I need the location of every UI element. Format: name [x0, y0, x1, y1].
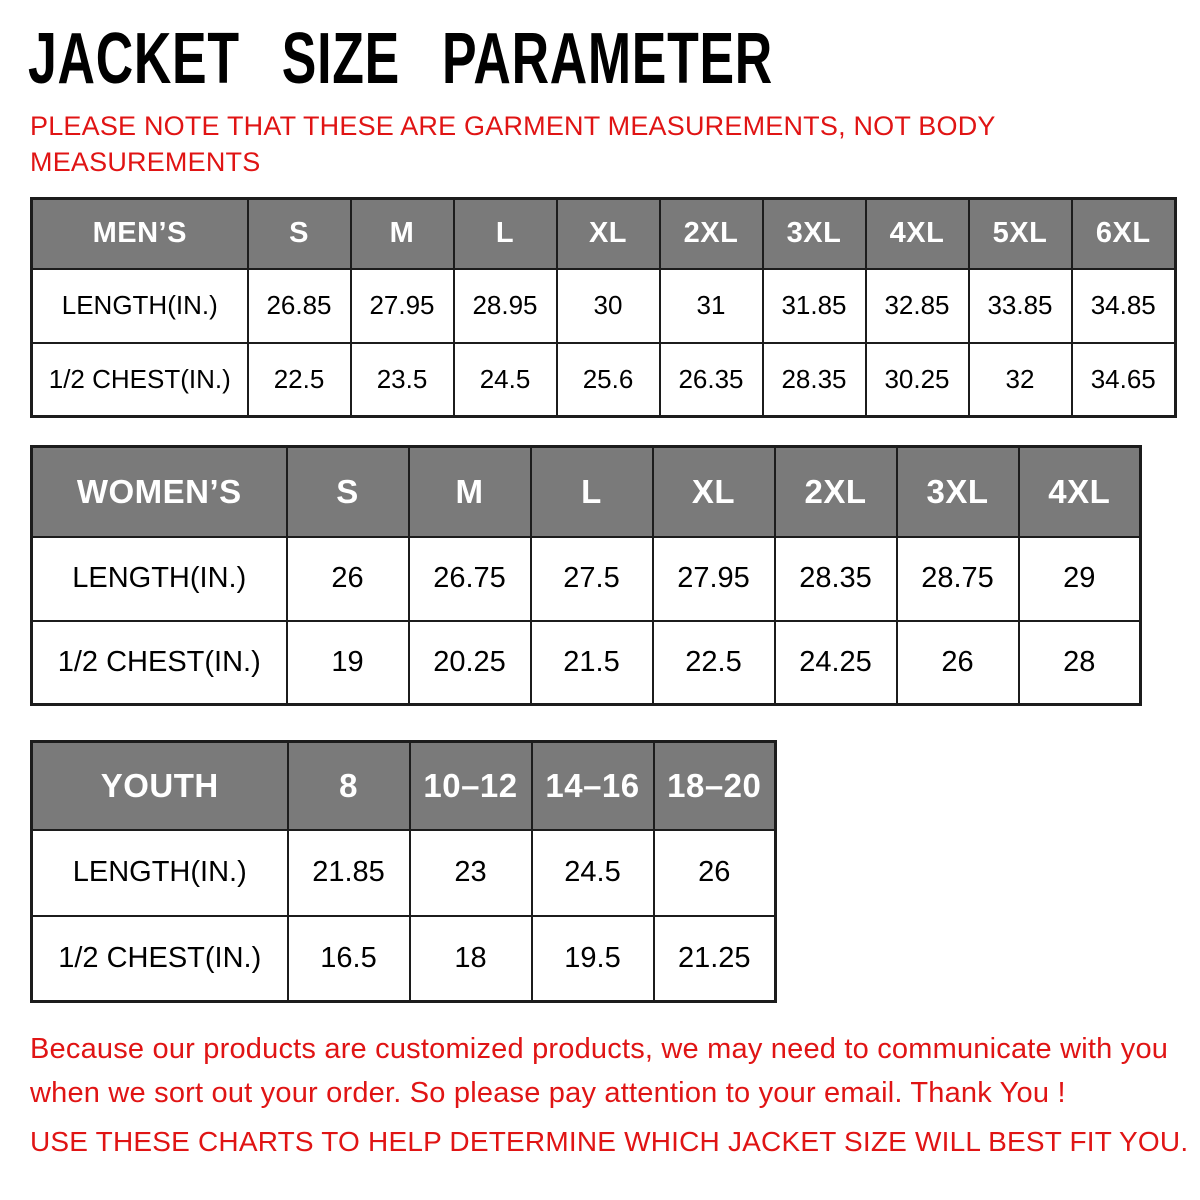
measurement-cell: 22.5	[248, 343, 351, 417]
measurement-cell: 26.75	[409, 537, 531, 621]
mens-table-title-cell: MEN’S	[32, 199, 248, 269]
measurement-cell: 26	[287, 537, 409, 621]
measurement-cell: 24.5	[454, 343, 557, 417]
row-label-cell: 1/2 CHEST(IN.)	[32, 343, 248, 417]
table-row	[32, 537, 1141, 621]
womens-table-title-cell: WOMEN’S	[32, 447, 287, 537]
measurement-cell: 21.85	[288, 830, 410, 916]
measurement-cell: 27.95	[351, 269, 454, 343]
measurement-cell: 19.5	[532, 916, 654, 1002]
size-header-cell: L	[454, 199, 557, 269]
measurement-cell: 30.25	[866, 343, 969, 417]
size-header-cell: 2XL	[775, 447, 897, 537]
measurement-cell: 28.35	[763, 343, 866, 417]
size-header-cell: 2XL	[660, 199, 763, 269]
size-header-cell: XL	[653, 447, 775, 537]
table-row	[32, 343, 1176, 417]
table-row	[32, 269, 1176, 343]
page-title: JACKET SIZE PARAMETER	[28, 19, 773, 99]
measurement-cell: 28.95	[454, 269, 557, 343]
measurement-cell: 24.5	[532, 830, 654, 916]
customization-notice	[30, 1028, 1168, 1115]
mens-size-table	[30, 197, 1177, 418]
garment-measurement-note	[30, 108, 996, 181]
measurement-cell: 33.85	[969, 269, 1072, 343]
measurement-cell: 27.5	[531, 537, 653, 621]
size-header-cell: S	[248, 199, 351, 269]
size-header-cell: 18–20	[654, 742, 776, 830]
row-label-cell: LENGTH(IN.)	[32, 830, 288, 916]
size-header-cell: 4XL	[866, 199, 969, 269]
measurement-cell: 32	[969, 343, 1072, 417]
measurement-cell: 34.65	[1072, 343, 1176, 417]
measurement-cell: 26.85	[248, 269, 351, 343]
size-header-cell: 14–16	[532, 742, 654, 830]
measurement-cell: 21.25	[654, 916, 776, 1002]
size-header-cell: M	[351, 199, 454, 269]
measurement-cell: 26	[897, 621, 1019, 705]
size-header-cell: XL	[557, 199, 660, 269]
measurement-cell: 28	[1019, 621, 1141, 705]
note-line-1: PLEASE NOTE THAT THESE ARE GARMENT MEASUREMENTS, NOT BODY	[30, 111, 996, 141]
fit-advice-text: USE THESE CHARTS TO HELP DETERMINE WHICH JACKET SIZE WILL BEST FIT YOU.	[30, 1126, 1189, 1157]
table-row	[32, 916, 776, 1002]
measurement-cell: 28.75	[897, 537, 1019, 621]
youth-size-table	[30, 740, 777, 1003]
measurement-cell: 31.85	[763, 269, 866, 343]
measurement-cell: 26.35	[660, 343, 763, 417]
measurement-cell: 26	[654, 830, 776, 916]
measurement-cell: 25.6	[557, 343, 660, 417]
measurement-cell: 31	[660, 269, 763, 343]
size-header-cell: 8	[288, 742, 410, 830]
measurement-cell: 24.25	[775, 621, 897, 705]
measurement-cell: 28.35	[775, 537, 897, 621]
size-header-cell: 3XL	[897, 447, 1019, 537]
measurement-cell: 18	[410, 916, 532, 1002]
measurement-cell: 27.95	[653, 537, 775, 621]
size-header-cell: M	[409, 447, 531, 537]
measurement-cell: 16.5	[288, 916, 410, 1002]
size-header-cell: 3XL	[763, 199, 866, 269]
size-header-cell: 5XL	[969, 199, 1072, 269]
size-header-cell: 6XL	[1072, 199, 1176, 269]
row-label-cell: LENGTH(IN.)	[32, 269, 248, 343]
womens-size-table	[30, 445, 1142, 706]
notice-line-2: when we sort out your order. So please pay attention to your email. Thank You !	[30, 1076, 1066, 1109]
measurement-cell: 22.5	[653, 621, 775, 705]
measurement-cell: 23	[410, 830, 532, 916]
measurement-cell: 19	[287, 621, 409, 705]
measurement-cell: 34.85	[1072, 269, 1176, 343]
size-header-cell: 4XL	[1019, 447, 1141, 537]
row-label-cell: 1/2 CHEST(IN.)	[32, 621, 287, 705]
row-label-cell: LENGTH(IN.)	[32, 537, 287, 621]
note-line-2: MEASUREMENTS	[30, 147, 261, 178]
measurement-cell: 29	[1019, 537, 1141, 621]
table-row	[32, 830, 776, 916]
measurement-cell: 30	[557, 269, 660, 343]
notice-line-1: Because our products are customized products, we may need to communicate with you	[30, 1033, 1169, 1065]
table-row	[32, 621, 1141, 705]
size-header-cell: S	[287, 447, 409, 537]
measurement-cell: 32.85	[866, 269, 969, 343]
size-header-cell: 10–12	[410, 742, 532, 830]
youth-table-title-cell: YOUTH	[32, 742, 288, 830]
measurement-cell: 20.25	[409, 621, 531, 705]
measurement-cell: 23.5	[351, 343, 454, 417]
size-header-cell: L	[531, 447, 653, 537]
row-label-cell: 1/2 CHEST(IN.)	[32, 916, 288, 1002]
measurement-cell: 21.5	[531, 621, 653, 705]
